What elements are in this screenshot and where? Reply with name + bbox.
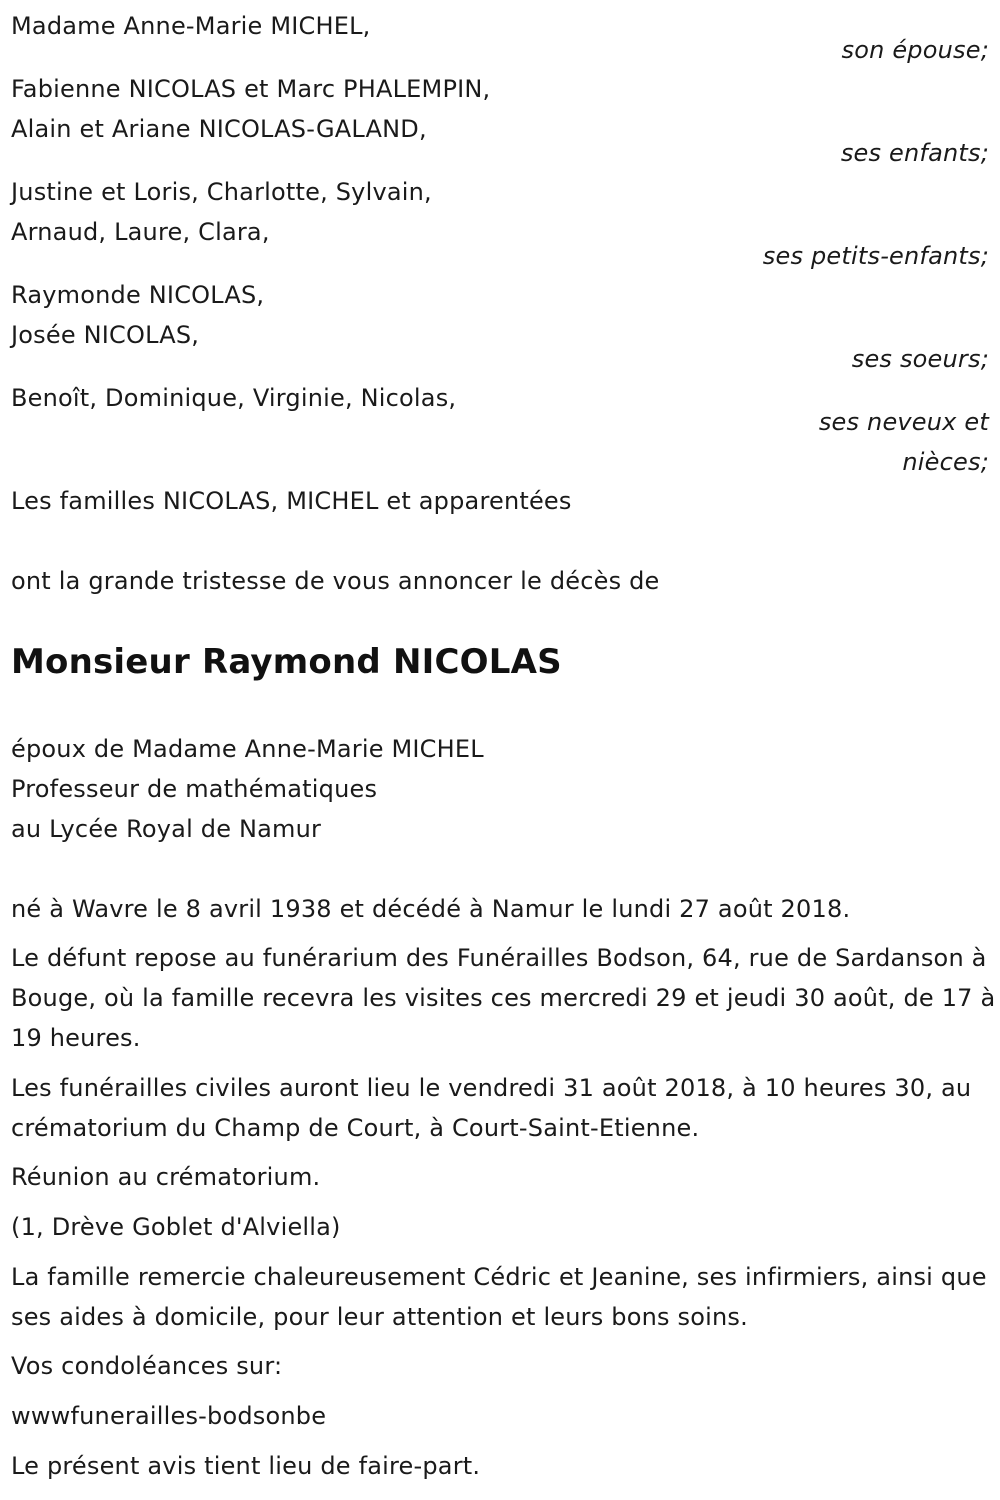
birth-death-paragraph: né à Wavre le 8 avril 1938 et décédé à Namur le lundi 27 août 2018.: [11, 895, 851, 923]
condolences-label: Vos condoléances sur:: [11, 1352, 283, 1380]
nephews-relation-line-1: ses neveux et: [818, 408, 989, 436]
notice-paragraph: Le présent avis tient lieu de faire-part.: [11, 1452, 481, 1480]
deceased-detail-line-2: Professeur de mathématiques: [11, 775, 378, 803]
viewing-paragraph: Le défunt repose au funérarium des Funérailles Bodson, 64, rue de Sardanson à Bouge, où la famille recevra les visites ces mercredi 29 et jeudi 30 août, de 17 à 19 heures.: [11, 944, 996, 1052]
meeting-paragraph: Réunion au crématorium.: [11, 1163, 321, 1191]
spouse-relation: son épouse;: [841, 36, 989, 64]
spouse-name: Madame Anne-Marie MICHEL,: [11, 12, 371, 40]
grandchildren-line-1: Justine et Loris, Charlotte, Sylvain,: [11, 178, 432, 206]
announcement-intro: ont la grande tristesse de vous annoncer le décès de: [11, 567, 660, 595]
children-line-2: Alain et Ariane NICOLAS-GALAND,: [11, 115, 427, 143]
grandchildren-relation: ses petits-enfants;: [762, 242, 989, 270]
funeral-paragraph: Les funérailles civiles auront lieu le vendredi 31 août 2018, à 10 heures 30, au crématorium du Champ de Court, à Court-Saint-Etienne.: [11, 1074, 972, 1142]
deceased-name: Monsieur Raymond NICOLAS: [11, 642, 562, 682]
children-line-1: Fabienne NICOLAS et Marc PHALEMPIN,: [11, 75, 491, 103]
children-relation: ses enfants;: [840, 139, 989, 167]
address-paragraph: (1, Drève Goblet d'Alviella): [11, 1213, 341, 1241]
grandchildren-line-2: Arnaud, Laure, Clara,: [11, 218, 270, 246]
deceased-detail-line-3: au Lycée Royal de Namur: [11, 815, 322, 843]
nephews-line-1: Benoît, Dominique, Virginie, Nicolas,: [11, 384, 457, 412]
website-link[interactable]: wwwfunerailles-bodsonbe: [11, 1402, 327, 1430]
sisters-line-1: Raymonde NICOLAS,: [11, 281, 265, 309]
sisters-line-2: Josée NICOLAS,: [11, 321, 200, 349]
thanks-paragraph: La famille remercie chaleureusement Cédric et Jeanine, ses infirmiers, ainsi que ses aides à domicile, pour leur attention et leurs bons soins.: [11, 1263, 987, 1331]
deceased-detail-line-1: époux de Madame Anne-Marie MICHEL: [11, 735, 484, 763]
sisters-relation: ses soeurs;: [851, 345, 989, 373]
nephews-relation-line-2: nièces;: [902, 448, 989, 476]
families-line: Les familles NICOLAS, MICHEL et apparentées: [11, 487, 572, 515]
